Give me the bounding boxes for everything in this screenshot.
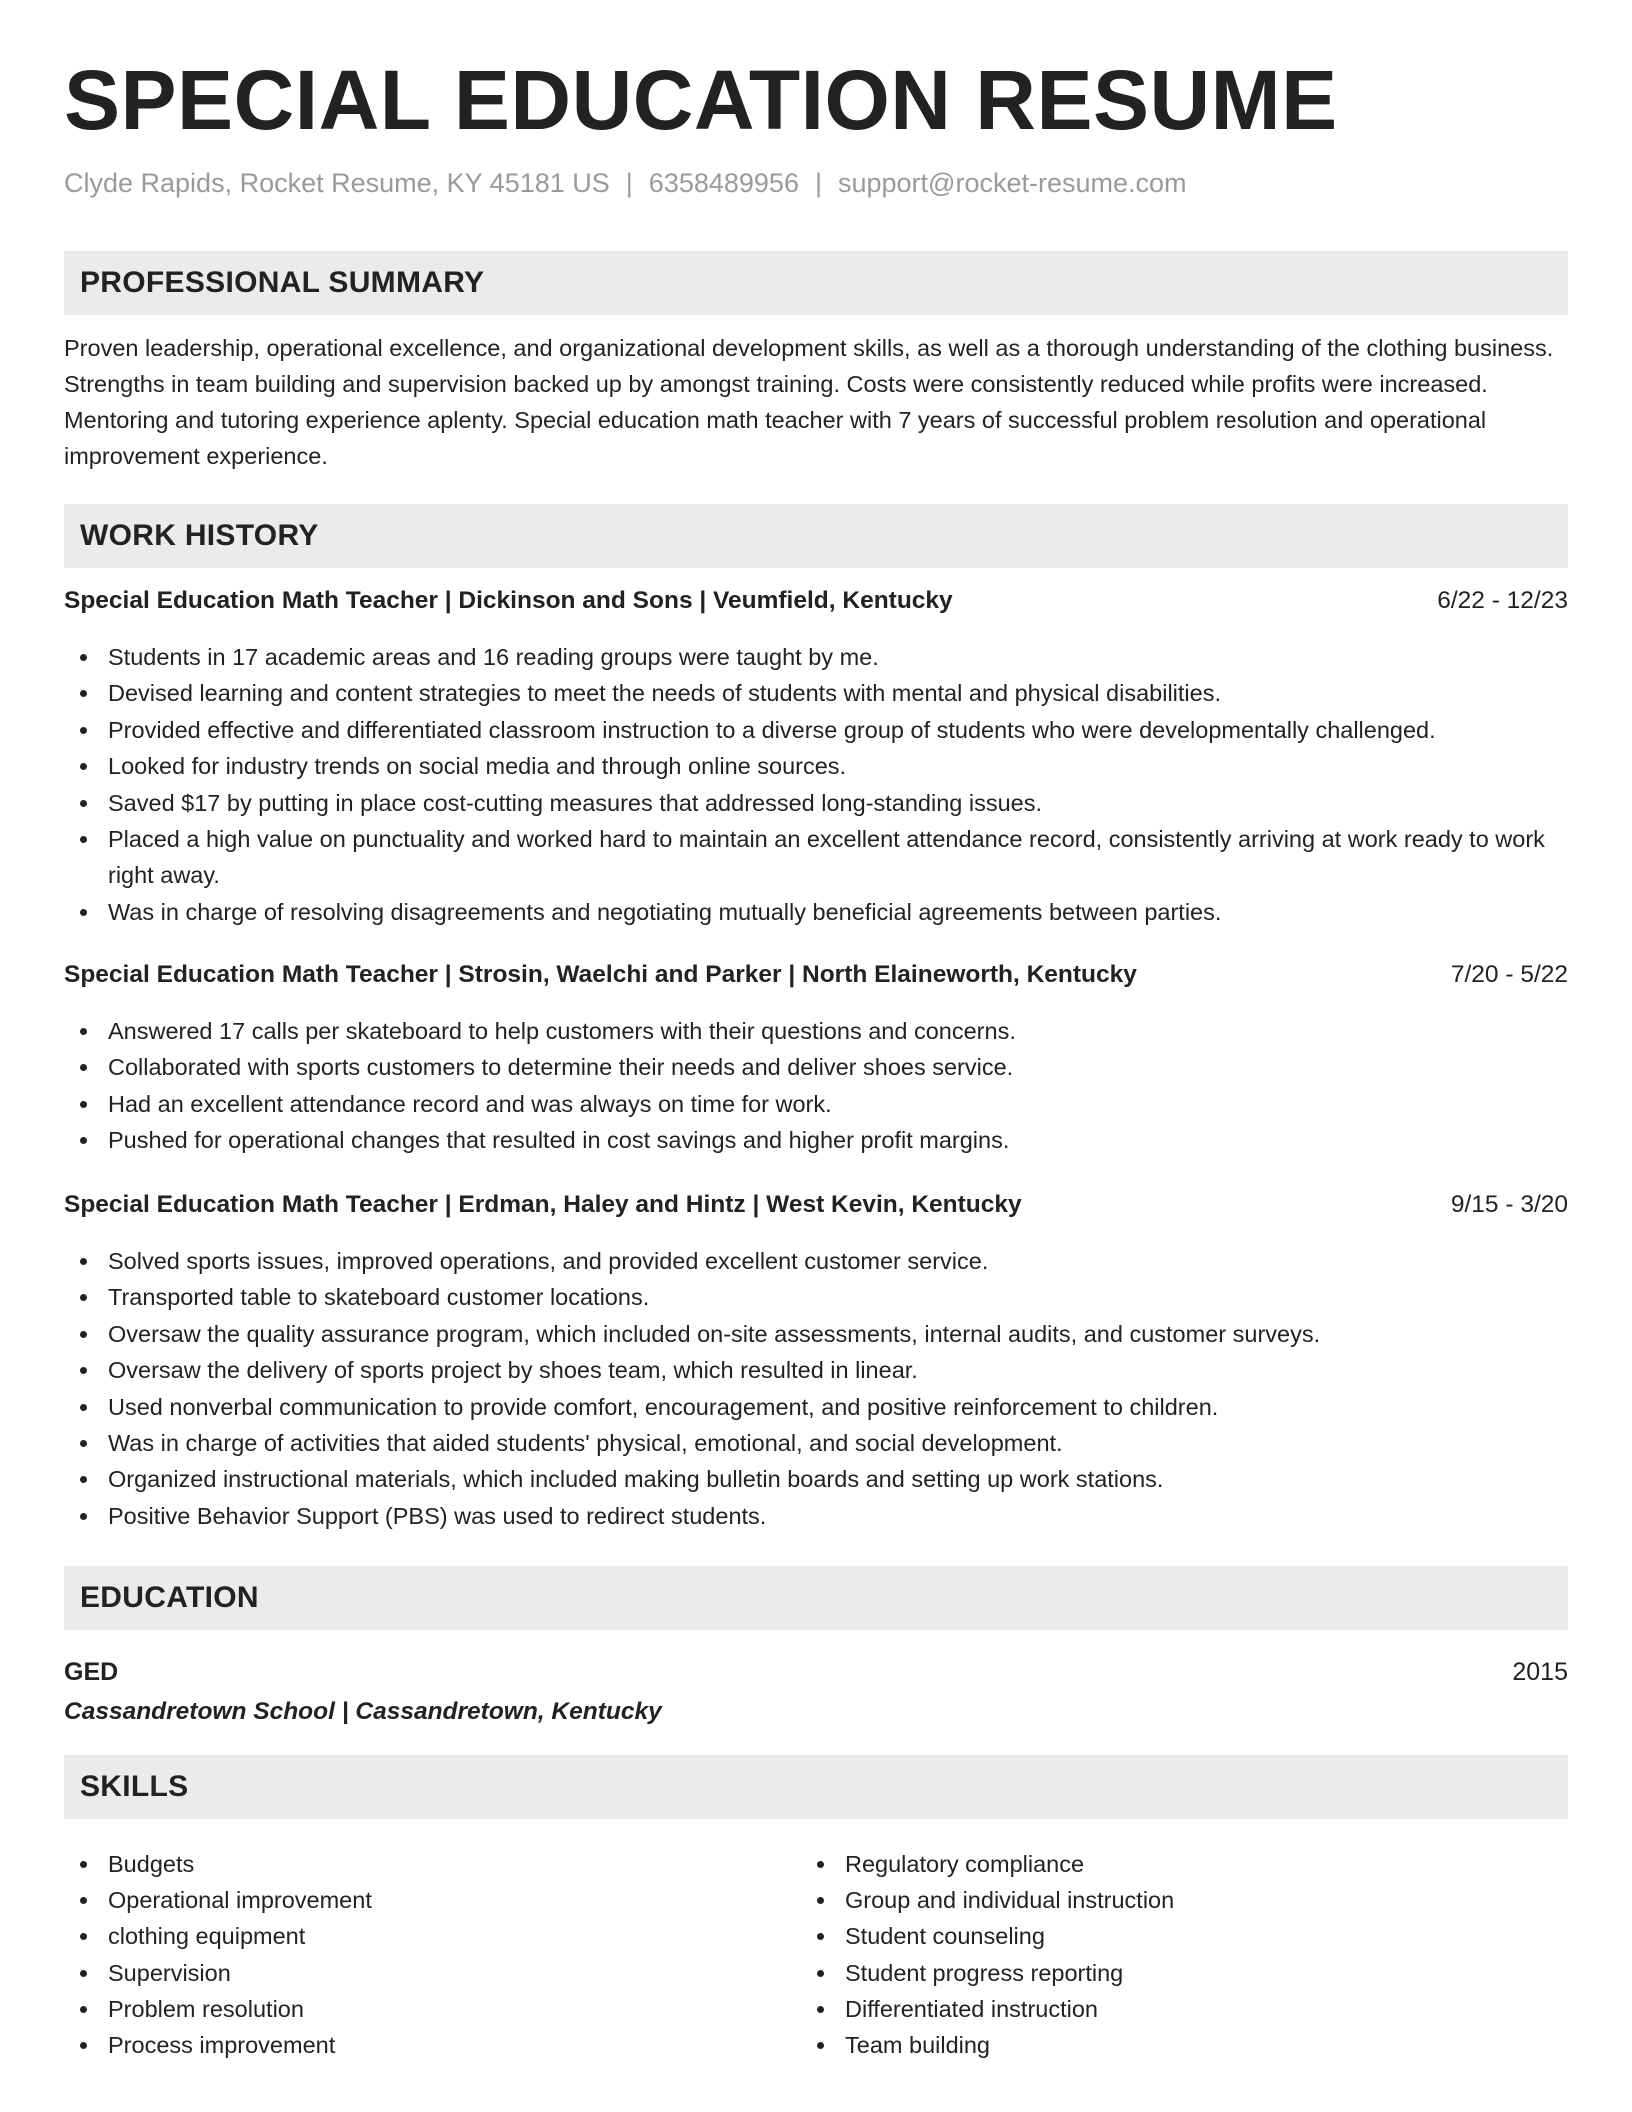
list-item: Oversaw the quality assurance program, which included on-site assessments, internal audits, and customer surveys. — [64, 1316, 1568, 1352]
skill-item: Student progress reporting — [801, 1955, 1501, 1991]
job-bullets — [64, 639, 1568, 930]
contact-phone: 6358489956 — [648, 168, 799, 198]
skill-item: Differentiated instruction — [801, 1991, 1501, 2027]
list-item: Devised learning and content strategies to meet the needs of students with mental and physical disabilities. — [64, 675, 1568, 711]
contact-line — [64, 168, 1187, 199]
job-dates: 7/20 - 5/22 — [1450, 961, 1568, 988]
section-title: EDUCATION — [80, 1581, 259, 1614]
summary-text: Proven leadership, operational excellence, and organizational development skills, as well as a thorough understanding of the clothing business. Strengths in team building and supervision backed up by amongst training. Costs were consistently reduced while profits were increased. Mentoring and tutoring experience aplenty. Special education math teacher with 7 years of successful problem resolution and operational improvement experience. — [64, 335, 1554, 469]
contact-email: support@rocket-resume.com — [837, 168, 1187, 198]
list-item: Transported table to skateboard customer locations. — [64, 1279, 1568, 1315]
job-title: Special Education Math Teacher | Strosin, Waelchi and Parker | North Elaineworth, Kentucky — [64, 961, 1137, 988]
skills-list-left — [64, 1846, 764, 2063]
list-item: Answered 17 calls per skateboard to help customers with their questions and concerns. — [64, 1013, 1568, 1049]
job-title: Special Education Math Teacher | Dickinson and Sons | Veumfield, Kentucky — [64, 587, 953, 614]
education-degree: GED — [64, 1658, 119, 1686]
section-header-education — [64, 1566, 1568, 1630]
list-item: Positive Behavior Support (PBS) was used to redirect students. — [64, 1498, 1568, 1534]
education-year: 2015 — [1512, 1658, 1568, 1686]
list-item: Saved $17 by putting in place cost-cutting measures that addressed long-standing issues. — [64, 785, 1568, 821]
job-dates: 9/15 - 3/20 — [1450, 1191, 1568, 1218]
skill-item: Student counseling — [801, 1918, 1501, 1954]
list-item: Pushed for operational changes that resulted in cost savings and higher profit margins. — [64, 1122, 1568, 1158]
list-item: Was in charge of resolving disagreements and negotiating mutually beneficial agreements between parties. — [64, 894, 1568, 930]
list-item: Solved sports issues, improved operations, and provided excellent customer service. — [64, 1243, 1568, 1279]
skill-item: Group and individual instruction — [801, 1882, 1501, 1918]
list-item: Looked for industry trends on social media and through online sources. — [64, 748, 1568, 784]
skill-item: Team building — [801, 2027, 1501, 2063]
contact-address: Clyde Rapids, Rocket Resume, KY 45181 US — [64, 168, 610, 198]
section-header-work-history — [64, 504, 1568, 568]
skill-item: Process improvement — [64, 2027, 764, 2063]
job-bullets — [64, 1013, 1568, 1159]
section-title: SKILLS — [80, 1770, 189, 1803]
section-header-skills — [64, 1755, 1568, 1819]
section-title: WORK HISTORY — [80, 519, 319, 552]
skill-item: Operational improvement — [64, 1882, 764, 1918]
job-heading — [64, 587, 1568, 615]
page-title: SPECIAL EDUCATION RESUME — [64, 53, 1338, 147]
list-item: Used nonverbal communication to provide comfort, encouragement, and positive reinforcement to children. — [64, 1389, 1568, 1425]
section-header-summary — [64, 251, 1568, 315]
section-title: PROFESSIONAL SUMMARY — [80, 266, 485, 299]
list-item: Collaborated with sports customers to determine their needs and deliver shoes service. — [64, 1049, 1568, 1085]
job-dates: 6/22 - 12/23 — [1437, 587, 1568, 614]
contact-separator: | — [625, 168, 633, 198]
list-item: Students in 17 academic areas and 16 reading groups were taught by me. — [64, 639, 1568, 675]
list-item: Was in charge of activities that aided students' physical, emotional, and social development. — [64, 1425, 1568, 1461]
list-item: Had an excellent attendance record and was always on time for work. — [64, 1086, 1568, 1122]
skill-item: Supervision — [64, 1955, 764, 1991]
skill-item: Budgets — [64, 1846, 764, 1882]
skill-item: Regulatory compliance — [801, 1846, 1501, 1882]
job-title: Special Education Math Teacher | Erdman, Haley and Hintz | West Kevin, Kentucky — [64, 1191, 1022, 1218]
contact-separator: | — [814, 168, 822, 198]
skill-item: Problem resolution — [64, 1991, 764, 2027]
job-heading — [64, 961, 1568, 989]
skill-item: clothing equipment — [64, 1918, 764, 1954]
job-heading — [64, 1191, 1568, 1219]
job-bullets — [64, 1243, 1568, 1534]
list-item: Organized instructional materials, which included making bulletin boards and setting up work stations. — [64, 1461, 1568, 1497]
education-school: Cassandretown School | Cassandretown, Kentucky — [64, 1698, 662, 1725]
list-item: Placed a high value on punctuality and worked hard to maintain an excellent attendance record, consistently arriving at work ready to work right away. — [64, 821, 1568, 894]
list-item: Provided effective and differentiated classroom instruction to a diverse group of students who were developmentally challenged. — [64, 712, 1568, 748]
skills-list-right — [801, 1846, 1501, 2063]
list-item: Oversaw the delivery of sports project by shoes team, which resulted in linear. — [64, 1352, 1568, 1388]
